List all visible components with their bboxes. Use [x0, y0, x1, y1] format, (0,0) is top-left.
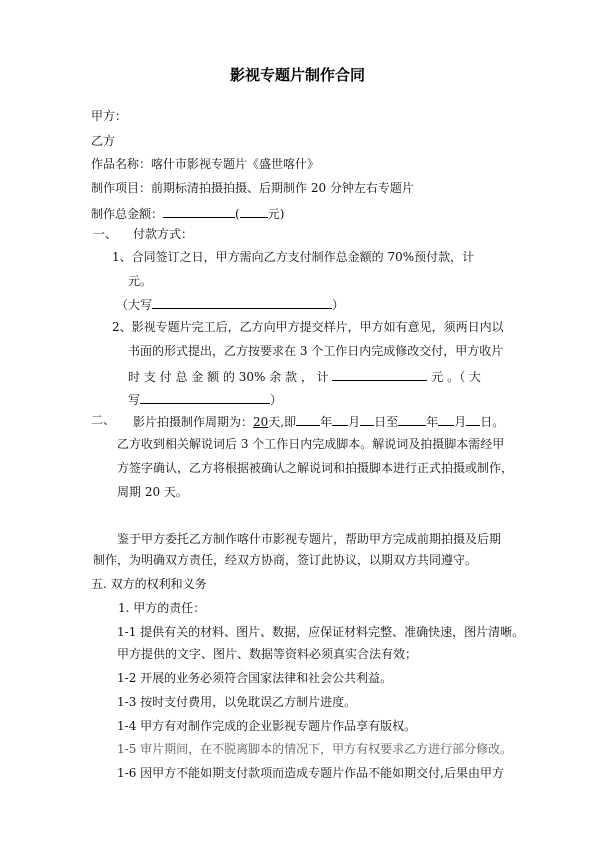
- duty-1-4: 1-4 甲方有对制作完成的企业影视专题片作品享有版权。: [117, 719, 417, 733]
- start-day-label: 日至: [374, 415, 399, 429]
- contract-title: 影视专题片制作合同: [229, 66, 365, 84]
- item-1-line-1: 1、合同签订之日，甲方需向乙方支付制作总金额的 70%预付款，计: [112, 250, 475, 264]
- start-year-blank[interactable]: [296, 412, 320, 426]
- section-1-title: 付款方式：: [133, 227, 194, 241]
- section-2-line-3: 方签字确认，乙方将根据被确认之解说词和拍摄脚本进行正式拍摄或制作，: [117, 461, 514, 475]
- total-blank[interactable]: [163, 204, 235, 218]
- daxie-blank-1[interactable]: [152, 295, 332, 309]
- section-1-number: 一、: [93, 227, 118, 241]
- item-1-daxie: [116, 295, 344, 313]
- total-paren-open: (: [235, 207, 240, 221]
- start-month-label: 月: [348, 415, 361, 429]
- end-day-label: 日。: [480, 415, 505, 429]
- duty-1-5: 1-5 审片期间，在不脱离脚本的情况下，甲方有权要求乙方进行部分修改。: [117, 742, 513, 756]
- total-paren-close: 元): [267, 207, 285, 221]
- duty-1-6: 1-6 因甲方不能如期支付款项而造成专题片作品不能如期交付,后果由甲方: [117, 766, 504, 780]
- start-month-blank[interactable]: [332, 412, 348, 426]
- total-yuan-blank[interactable]: [240, 204, 268, 218]
- party-a-duties-heading: 1. 甲方的责任：: [118, 601, 206, 615]
- duty-1-3: 1-3 按时支付费用，以免耽误乙方制片进度。: [117, 695, 357, 709]
- end-month-blank[interactable]: [438, 412, 454, 426]
- daxie-blank-2[interactable]: [140, 390, 270, 404]
- start-year-label: 年: [320, 415, 333, 429]
- period-days: 20: [253, 415, 269, 429]
- start-day-blank[interactable]: [360, 412, 374, 426]
- item-2-line-2: 书面的形式提出，乙方按要求在 3 个工作日内完成修改交付，甲方收片: [128, 344, 504, 358]
- section-2-period: [133, 412, 504, 430]
- balance-blank[interactable]: [332, 367, 427, 381]
- period-ji: 天,即: [268, 415, 297, 429]
- item-2-line-4: [128, 390, 282, 408]
- daxie-open: （大写: [116, 298, 153, 312]
- item-2-line-3b: 元 。（ 大: [431, 370, 481, 384]
- total-label: 制作总金额：: [91, 207, 164, 221]
- party-b-label: 乙方: [91, 134, 116, 148]
- end-day-blank[interactable]: [466, 412, 480, 426]
- duty-1-2: 1-2 开展的业务必须符合国家法律和社会公共利益。: [117, 671, 393, 685]
- section-2-line-2: 乙方收到相关解说词后 3 个工作日内完成脚本。解说词及拍摄脚本需经甲: [117, 437, 505, 451]
- section-5-title: 五. 双方的权利和义务: [91, 577, 207, 591]
- end-month-label: 月: [454, 415, 467, 429]
- preamble-line-2: 制作，为明确双方责任，经双方协商，签订此协议，以期双方共同遵守。: [93, 553, 478, 567]
- section-2-line-4: 周期 20 天。: [117, 485, 188, 499]
- preamble-line-1: 鉴于甲方委托乙方制作喀什市影视专题片，帮助甲方完成前期拍摄及后期: [117, 532, 502, 546]
- duty-1-1-line-2: 甲方提供的文字、图片、数据等资料必须真实合法有效；: [117, 647, 418, 661]
- duty-1-1-line-1: 1-1 提供有关的材料、图片、数据，应保证材料完整、准确快速，图片清晰。: [117, 625, 525, 639]
- item-2-line-3a: 时 支 付 总 金 额 的 30% 余 款 ， 计: [128, 370, 329, 384]
- item-2-line-4b: ）: [270, 393, 283, 407]
- party-a-label: 甲方：: [91, 109, 128, 123]
- item-2-line-1: 2、影视专题片完工后，乙方向甲方提交样片，甲方如有意见，须两日内以: [112, 320, 504, 334]
- end-year-label: 年: [426, 415, 439, 429]
- item-1-line-2: 元。: [128, 274, 153, 288]
- item-2-line-4a: 写: [128, 393, 141, 407]
- project-line: 制作项目：前期标清拍摄拍摄、后期制作 20 分钟左右专题片: [91, 181, 414, 195]
- section-2-number: 二、: [91, 413, 116, 427]
- end-year-blank[interactable]: [398, 412, 426, 426]
- item-2-line-3: [128, 367, 504, 385]
- period-label: 影片拍摄制作周期为：: [133, 415, 254, 429]
- work-name: 作品名称：喀什市影视专题片《盛世喀什》: [91, 157, 320, 171]
- daxie-close: ）: [332, 298, 345, 312]
- total-amount-line: [91, 204, 284, 222]
